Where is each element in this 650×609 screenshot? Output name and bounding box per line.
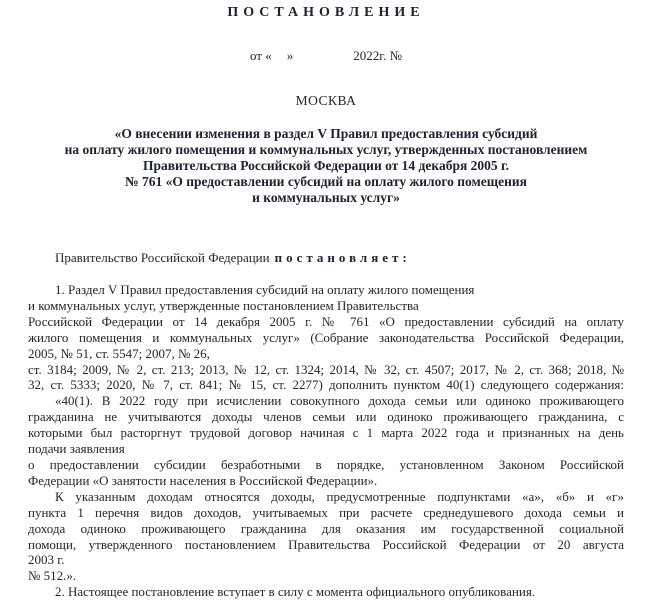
preamble-verb: постановляет: [274, 250, 411, 265]
date-prefix: от « [249, 48, 272, 63]
body-line: дохода одиноко проживающего гражданина для оказания им государственной социальной [28, 520, 624, 536]
body-line: 2. Настоящее постановление вступает в силу с момента официального опубликования. [55, 584, 536, 600]
body-line: Федерации «О занятости населения в Российской Федерации». [28, 472, 378, 488]
body-line: которыми был расторгнут трудовой договор начиная с 1 марта 2022 года и признанных на день [28, 425, 624, 441]
document-kind-title: ПОСТАНОВЛЕНИЕ [227, 5, 425, 20]
body-line: и коммунальных услуг, утвержденные постановлением Правительства [28, 297, 419, 313]
subject-block [28, 126, 624, 206]
subject-line: «О внесении изменения в раздел V Правил предоставления субсидий [114, 126, 538, 141]
preamble-text: Правительство Российской Федерации [55, 250, 270, 265]
body-line: 1. Раздел V Правил предоставления субсидий на оплату жилого помещения [55, 282, 475, 297]
preamble-line [28, 250, 624, 266]
subject-line: Правительства Российской Федерации от 14 декабря 2005 г. [143, 158, 509, 173]
subject-line: и коммунальных услуг» [252, 190, 400, 205]
date-closing-quote: » [286, 48, 294, 63]
body-line: 2005, № 51, ст. 5547; 2007, № 26, [28, 345, 210, 361]
body-line: гражданина не учитываются доходы членов семьи или одиноко проживающего гражданина, с [28, 409, 624, 425]
body-line: о предоставлении субсидии безработными в порядке, установленном Законом Российской [28, 456, 624, 472]
body-line: жилого помещения и коммунальных услуг» (Собрание законодательства Российской Федерации, [28, 329, 624, 345]
body-line: ст. 3184; 2009, № 2, ст. 213; 2013, № 12, ст. 1324; 2014, № 32, ст. 4507; 2017, № 2, ст. 368; 2018, № [28, 361, 624, 377]
body-line: помощи, утвержденного постановлением Правительства Российской Федерации от 20 августа [28, 536, 624, 552]
city-label: МОСКВА [295, 93, 357, 108]
body-line: К указанным доходам относятся доходы, предусмотренные подпунктами «а», «б» и «г» [55, 488, 624, 504]
subject-line: на оплату жилого помещения и коммунальных услуг, утвержденных постановлением [64, 142, 588, 157]
body-line: «40(1). В 2022 году при исчислении совокупного дохода семьи или одиноко проживающего [55, 393, 624, 409]
date-line [28, 48, 624, 64]
body-line: пункта 1 перечня видов доходов, учитываемых при расчете среднедушевого дохода семьи и [28, 504, 624, 520]
body-line: № 512.». [28, 568, 77, 584]
body-line: подачи заявления [28, 441, 125, 457]
subject-line: № 761 «О предоставлении субсидий на оплату жилого помещения [125, 174, 527, 189]
body-line: Российской Федерации от 14 декабря 2005 г. № 761 «О предоставлении субсидий на оплату [28, 313, 624, 329]
body-line: 32, ст. 5333; 2020, № 7, ст. 841; № 15, ст. 2277) дополнить пунктом 40(1) следующего содержания: [28, 377, 624, 393]
body-line: 2003 г. [28, 552, 65, 568]
body-text [28, 282, 624, 600]
date-year-number: 2022г. № [353, 48, 403, 63]
